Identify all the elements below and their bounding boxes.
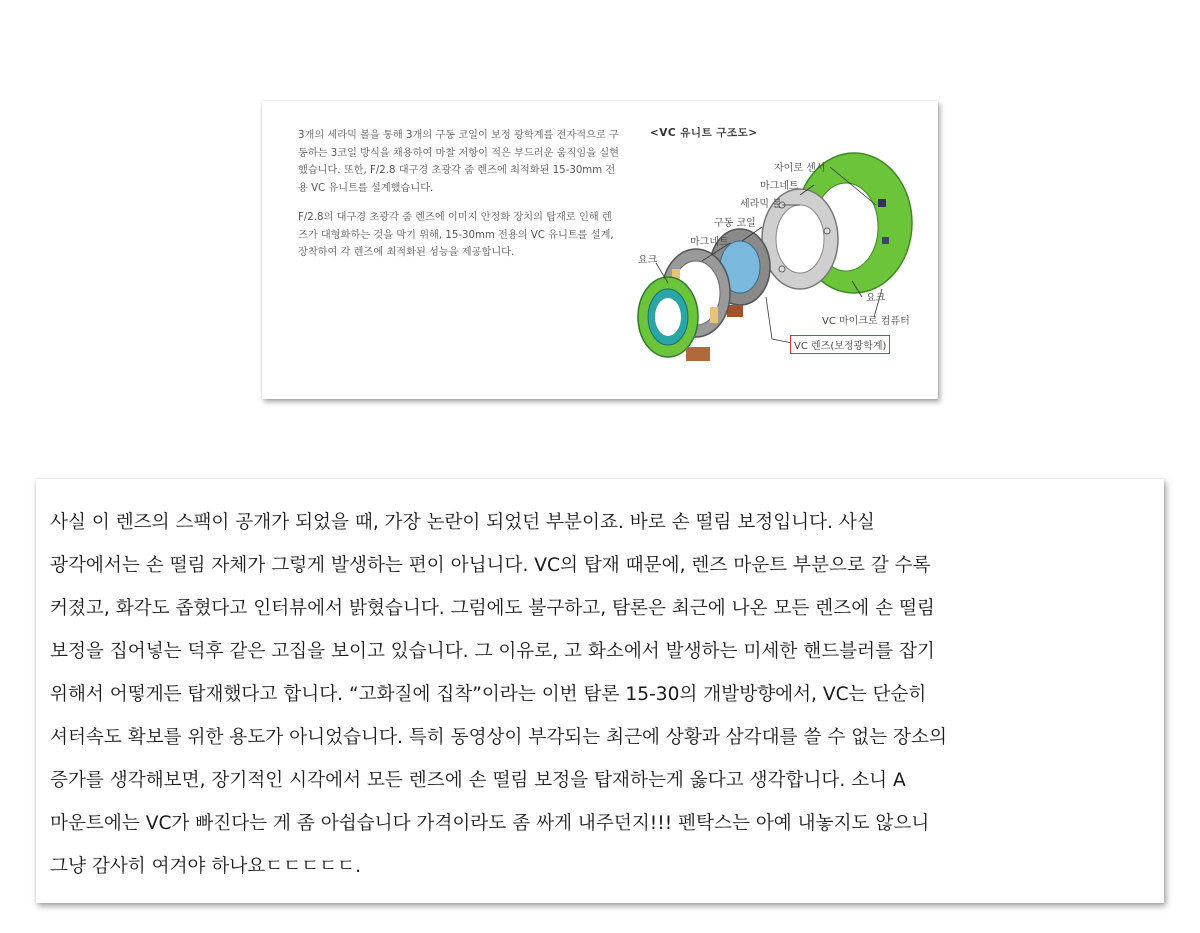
diagram-title: <VC 유니트 구조도> [650,127,758,139]
label-vc-lens: VC 렌즈(보정광학계) [790,335,890,354]
article-card [36,479,1164,903]
label-vc-microcomputer: VC 마이크로 컴퓨터 [822,316,910,327]
description-paragraph-1: 3개의 세라믹 볼을 통해 3개의 구동 코일이 보정 광학계를 전자적으로 구동하는 3코일 방식을 채용하여 마찰 저항이 적은 부드러운 움직임을 실현했습니다. 또한, F/2.8 대구경 초광각 줌 렌즈에 최적화된 15-30mm 전용 VC 유니트를 설계했습니다. [298,130,620,194]
figure-card [262,101,938,399]
figure-description [298,127,620,274]
label-drive-coil: 구동 코일 [714,218,756,229]
label-magnet-top: 마그네트 [760,181,799,192]
label-gyro-sensor: 자이로 센서 [774,163,826,174]
label-magnet-left: 마그네트 [690,237,729,248]
article-text: 사실 이 렌즈의 스팩이 공개가 되었을 때, 가장 논란이 되었던 부분이죠. 바로 손 떨림 보정입니다. 사실 광각에서는 손 떨림 자체가 그렇게 발생하는 편이 아닙니다. VC의 탑재 때문에, 렌즈 마운트 부분으로 갈 수록 커졌고, 화각도 좁혔다고 인터뷰에서 밝혔습니다. 그럼에도 불구하고, 탐론은 최근에 나온 모든 렌즈에 손 떨림 보정을 집어넣는 덕후 같은 고집을 보이고 있습니다. 그 이유로, 고 화소에서 발생하는 미세한 핸드블러를 잡기 위해서 어떻게든 탑재했다고 합니다. “고화질에 집착”이라는 이번 탐론 15-30의 개발방향에서, VC는 단순히 셔터속도 확보를 위한 용도가 아니었습니다. 특히 동영상이 부각되는 최근에 상황과 삼각대를 쓸 수 없는 장소의 증가를 생각해보면, 장기적인 시각에서 모든 렌즈에 손 떨림 보정을 탑재하는게 옳다고 생각합니다. 소니 A 마운트에는 VC가 빠진다는 게 좀 아쉽습니다 가격이라도 좀 싸게 내주던지!!! 펜탁스는 아예 내놓지도 않으니 그냥 감사히 여겨야 하나요ㄷㄷㄷㄷㄷ. [50,512,947,877]
vc-unit-diagram [632,121,932,391]
description-paragraph-2: F/2.8의 대구경 초광각 줌 렌즈에 이미지 안정화 장치의 탑재로 인해 렌즈가 대형화하는 것을 막기 위해, 15-30mm 전용의 VC 유니트를 설계, 장착하여 각 렌즈에 최적화된 성능을 제공합니다. [298,212,614,258]
label-yoke-right: 요크 [866,293,886,304]
label-yoke-left: 요크 [638,255,658,266]
label-ceramic-ball: 세라믹 볼 [740,199,782,210]
